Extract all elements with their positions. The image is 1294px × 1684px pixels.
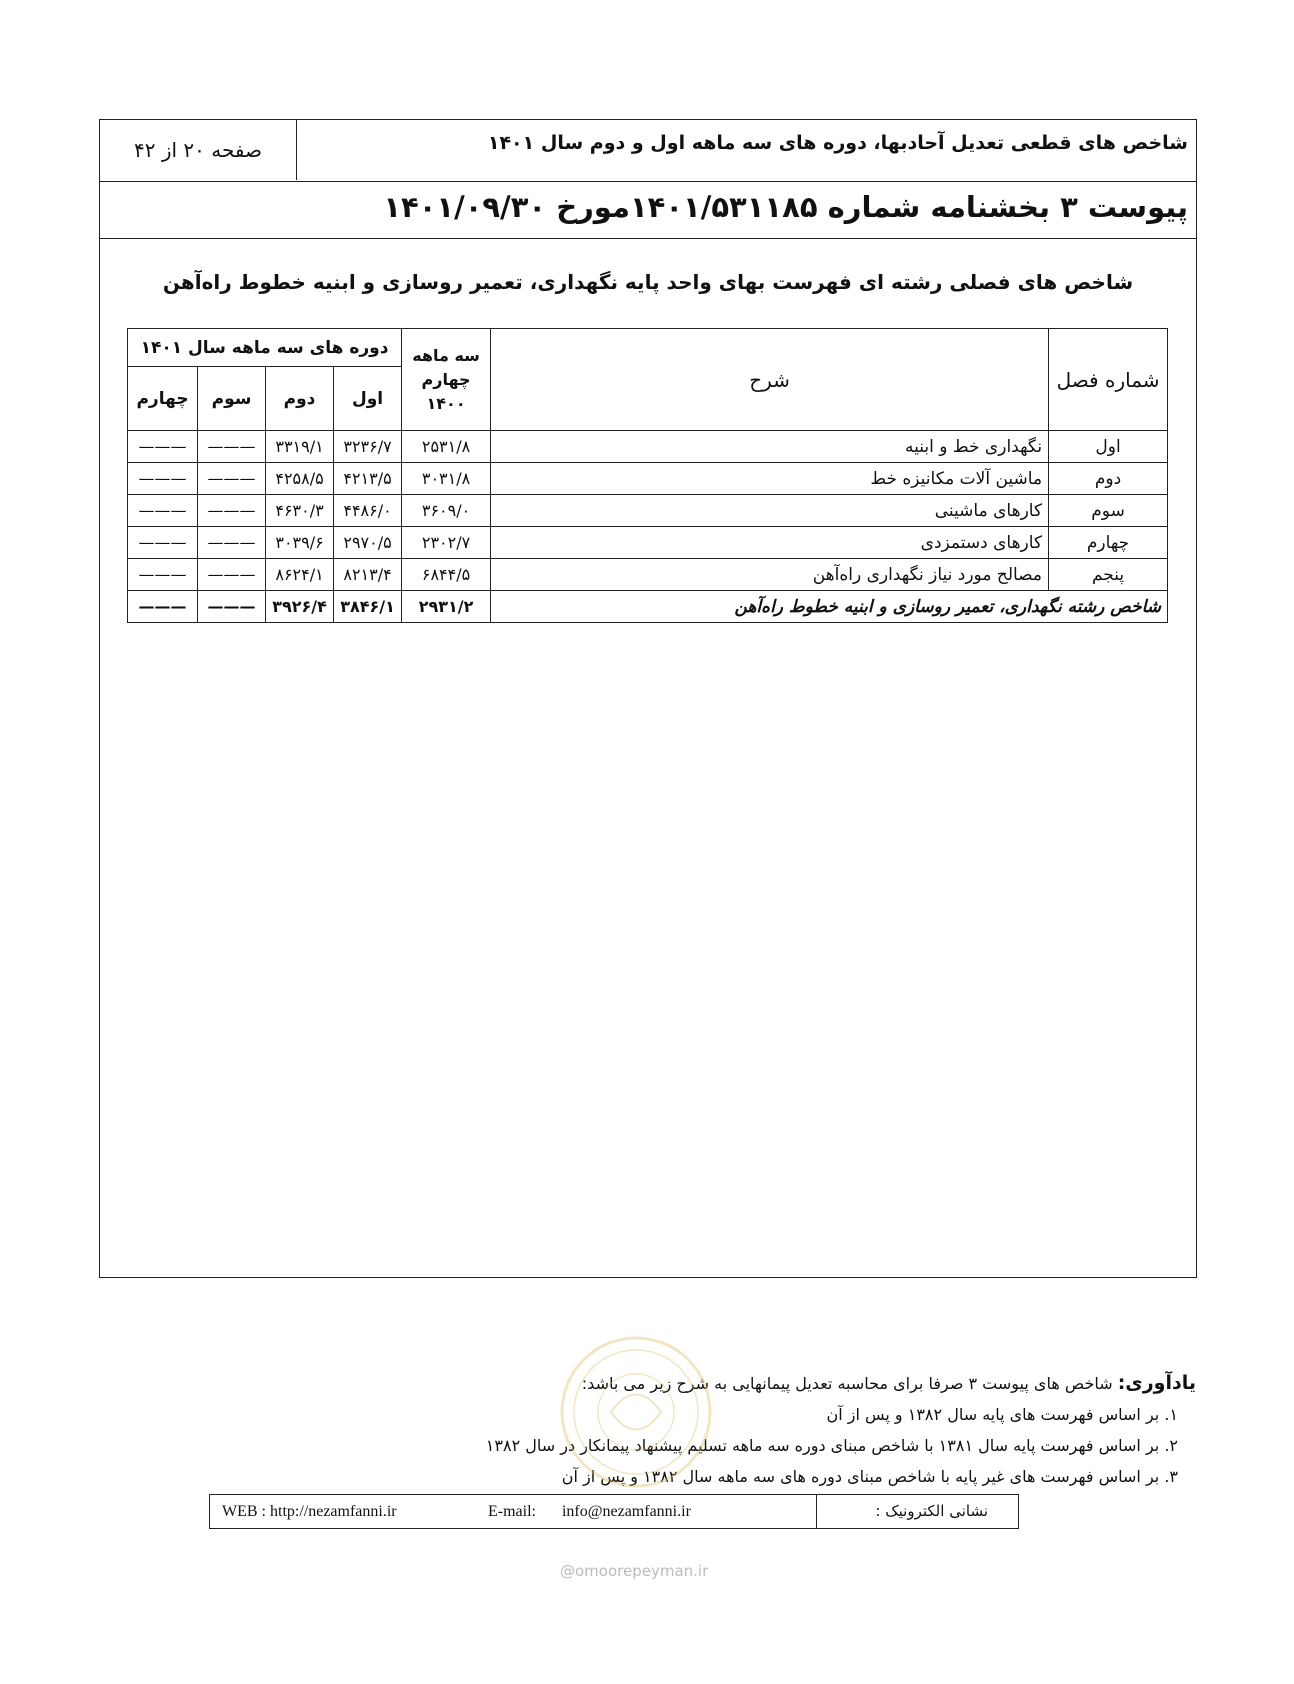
cell-q3: ——— <box>198 495 266 527</box>
cell-q4: ——— <box>128 495 198 527</box>
table-row <box>128 495 1168 527</box>
cell-q4: ——— <box>128 463 198 495</box>
header-row <box>100 120 1196 182</box>
cell-previous-quarter: ۶۸۴۴/۵ <box>402 559 491 591</box>
cell-total-q4: ——— <box>128 591 198 623</box>
cell-description: کارهای دستمزدی <box>491 527 1049 559</box>
reminder-item: ۲. بر اساس فهرست پایه سال ۱۳۸۱ با شاخص مبنای دوره سه ماهه تسلیم پیشنهاد پیمانکار در سال ۱۳۸۲ <box>485 1436 1178 1455</box>
reminder-intro-text: شاخص های پیوست ۳ صرفا برای محاسبه تعدیل پیمانهایی به شرح زیر می باشد: <box>581 1374 1118 1393</box>
cell-total-description: شاخص رشته نگهداری، تعمیر روسازی و ابنیه خطوط راه‌آهن <box>491 591 1168 623</box>
table-row <box>128 559 1168 591</box>
reminder-item: ۳. بر اساس فهرست های غیر پایه با شاخص مبنای دوره های سه ماهه سال ۱۳۸۲ و پس از آن <box>561 1467 1178 1486</box>
cell-description: نگهداری خط و ابنیه <box>491 431 1049 463</box>
cell-previous-quarter: ۳۰۳۱/۸ <box>402 463 491 495</box>
header-quarter-group: دوره های سه ماهه سال ۱۴۰۱ <box>128 329 402 367</box>
cell-chapter: دوم <box>1049 463 1168 495</box>
cell-total-q1: ۳۸۴۶/۱ <box>334 591 402 623</box>
cell-q1: ۴۴۸۶/۰ <box>334 495 402 527</box>
header-q2: دوم <box>266 367 334 431</box>
cell-total-previous-quarter: ۲۹۳۱/۲ <box>402 591 491 623</box>
cell-q1: ۸۲۱۳/۴ <box>334 559 402 591</box>
header-description: شرح <box>491 329 1049 431</box>
section-title: شاخص های فصلی رشته ای فهرست بهای واحد پایه نگهداری، تعمیر روسازی و ابنیه خطوط راه‌آهن <box>162 270 1134 294</box>
cell-total-q3: ——— <box>198 591 266 623</box>
reminder-item: ۱. بر اساس فهرست های پایه سال ۱۳۸۲ و پس از آن <box>826 1405 1178 1424</box>
circular-title: پیوست ۳ بخشنامه شماره ۱۴۰۱/۵۳۱۱۸۵مورخ ۱۴۰۱/۰۹/۳۰ <box>383 190 1188 224</box>
cell-q2: ۸۶۲۴/۱ <box>266 559 334 591</box>
cell-chapter: اول <box>1049 431 1168 463</box>
index-table <box>127 328 1168 623</box>
cell-description: مصالح مورد نیاز نگهداری راه‌آهن <box>491 559 1049 591</box>
cell-q2: ۳۳۱۹/۱ <box>266 431 334 463</box>
cell-q3: ——— <box>198 559 266 591</box>
page-number-label: صفحه ۲۰ از ۴۲ <box>100 120 297 180</box>
seal-watermark-icon <box>556 1332 716 1492</box>
header-q4: چهارم <box>128 367 198 431</box>
cell-previous-quarter: ۲۵۳۱/۸ <box>402 431 491 463</box>
cell-q4: ——— <box>128 527 198 559</box>
email-label: E-mail: <box>488 1503 536 1520</box>
cell-q1: ۲۹۷۰/۵ <box>334 527 402 559</box>
subheader-row <box>100 182 1196 239</box>
header-previous-quarter <box>402 329 491 431</box>
cell-chapter: پنجم <box>1049 559 1168 591</box>
header-chapter-number: شماره فصل <box>1049 329 1168 431</box>
header-q3: سوم <box>198 367 266 431</box>
cell-q3: ——— <box>198 527 266 559</box>
cell-chapter: چهارم <box>1049 527 1168 559</box>
footer-label: نشانی الکترونیک : <box>816 1495 1018 1528</box>
cell-description: کارهای ماشینی <box>491 495 1049 527</box>
cell-chapter: سوم <box>1049 495 1168 527</box>
contact-footer <box>209 1494 1019 1529</box>
cell-description: ماشین آلات مکانیزه خط <box>491 463 1049 495</box>
page-frame <box>99 119 1197 1278</box>
table-total-row <box>128 591 1168 623</box>
email-contact <box>488 1495 691 1528</box>
cell-q4: ——— <box>128 559 198 591</box>
watermark-text: @omoorepeyman.ir <box>560 1562 709 1580</box>
header-previous-quarter-line2: چهارم ۱۴۰۰ <box>421 369 471 413</box>
table-row <box>128 431 1168 463</box>
header-previous-quarter-line1: سه ماهه <box>412 345 480 365</box>
cell-q1: ۳۲۳۶/۷ <box>334 431 402 463</box>
table-row <box>128 527 1168 559</box>
cell-q2: ۴۶۳۰/۳ <box>266 495 334 527</box>
cell-q2: ۳۰۳۹/۶ <box>266 527 334 559</box>
cell-q2: ۴۲۵۸/۵ <box>266 463 334 495</box>
cell-q4: ——— <box>128 431 198 463</box>
cell-q1: ۴۲۱۳/۵ <box>334 463 402 495</box>
website-link[interactable]: WEB : http://nezamfanni.ir <box>222 1503 397 1520</box>
email-link[interactable]: info@nezamfanni.ir <box>561 1503 691 1520</box>
header-title: شاخص های قطعی تعدیل آحادبها، دوره های سه ماهه اول و دوم سال ۱۴۰۱ <box>487 132 1188 154</box>
cell-q3: ——— <box>198 463 266 495</box>
table-row <box>128 463 1168 495</box>
cell-previous-quarter: ۳۶۰۹/۰ <box>402 495 491 527</box>
header-q1: اول <box>334 367 402 431</box>
cell-previous-quarter: ۲۳۰۲/۷ <box>402 527 491 559</box>
cell-q3: ——— <box>198 431 266 463</box>
cell-total-q2: ۳۹۲۶/۴ <box>266 591 334 623</box>
reminder-label: یادآوری: <box>1117 1372 1196 1394</box>
